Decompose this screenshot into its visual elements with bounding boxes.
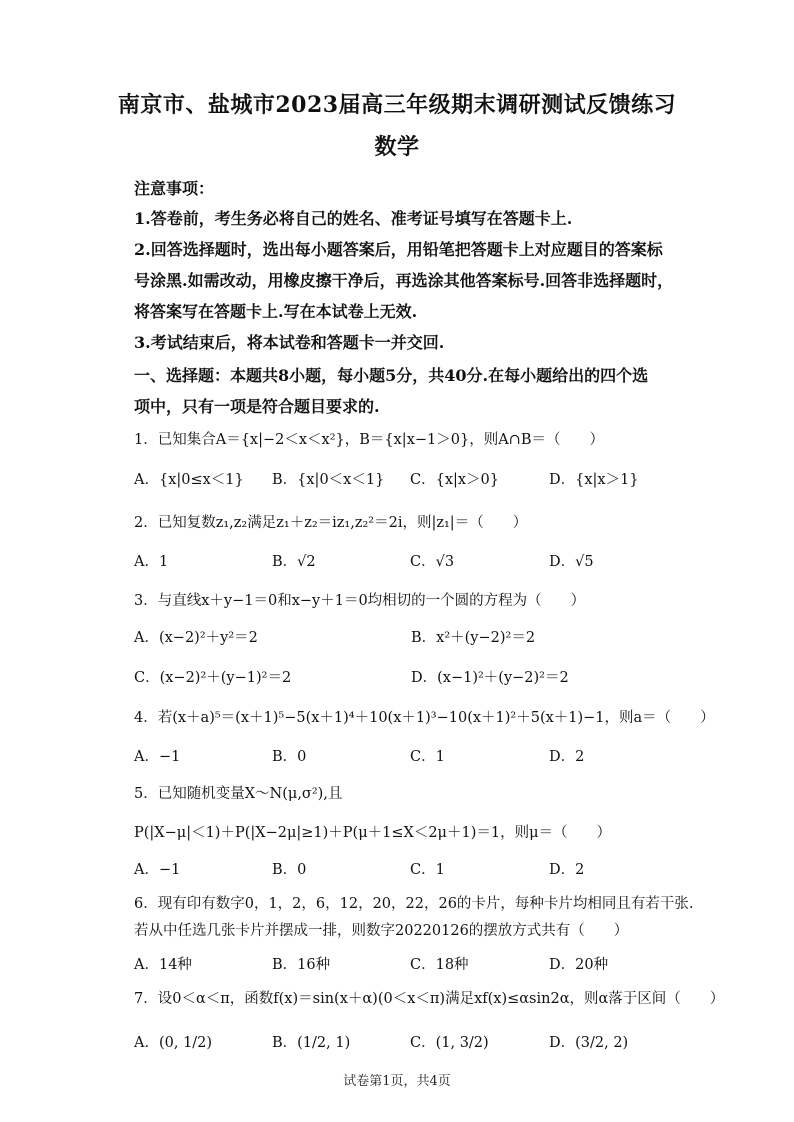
- q5-option-d: D．2: [549, 862, 585, 878]
- q6-option-d: D．20种: [549, 957, 609, 973]
- notice-heading: 注意事项：: [134, 179, 215, 198]
- notice-item: 2.回答选择题时，选出每小题答案后，用铅笔把答题卡上对应题目的答案标: [134, 240, 663, 259]
- q7-option-b: B．(1/2, 1): [272, 1035, 351, 1051]
- q6-option-b: B．16种: [272, 957, 331, 973]
- q6-option-a: A．14种: [134, 957, 192, 973]
- q6-option-c: C．18种: [410, 957, 469, 973]
- question-5-stem: 5．已知随机变量X～N(μ,σ²),且: [134, 786, 343, 802]
- section-heading: 一、选择题：本题共8小题，每小题5分，共40分.在每小题给出的四个选: [134, 366, 649, 385]
- section-heading-cont: 项中，只有一项是符合题目要求的.: [134, 397, 380, 416]
- q3-option-c: C．(x−2)²＋(y−1)²＝2: [134, 670, 292, 686]
- q5-option-b: B．0: [272, 862, 307, 878]
- q2-option-b: B．√2: [272, 554, 316, 570]
- notice-item: 将答案写在答题卡上.写在本试卷上无效.: [134, 302, 418, 321]
- question-3-stem: 3．与直线x＋y−1＝0和x−y＋1＝0均相切的一个圆的方程为（ ）: [134, 593, 586, 609]
- question-1-stem: 1．已知集合A＝{x|−2＜x＜x²}，B＝{x|x−1＞0}，则A∩B＝（ ）: [134, 432, 604, 448]
- question-7-stem: 7．设0＜α＜π，函数f(x)＝sin(x＋α)(0＜x＜π)满足xf(x)≤αsin2α，则α落于区间（ ）: [134, 991, 725, 1007]
- q2-option-a: A．1: [134, 554, 169, 570]
- q7-option-d: D．(3/2, 2): [549, 1035, 629, 1051]
- q7-option-c: C．(1, 3/2): [410, 1035, 489, 1051]
- q1-option-d: D．{x|x＞1}: [549, 472, 639, 488]
- q3-option-d: D．(x−1)²＋(y−2)²＝2: [411, 670, 569, 686]
- q4-option-a: A．−1: [134, 749, 181, 765]
- exam-subject: 数学: [374, 134, 420, 160]
- q2-option-c: C．√3: [410, 554, 455, 570]
- q4-option-b: B．0: [272, 749, 307, 765]
- q1-option-b: B．{x|0＜x＜1}: [272, 472, 385, 488]
- q4-option-d: D．2: [549, 749, 585, 765]
- question-5-stem-formula: P(|X−μ|＜1)＋P(|X−2μ|≥1)＋P(μ＋1≤X＜2μ＋1)＝1，则μ＝（ ）: [134, 825, 612, 841]
- q3-option-b: B．x²＋(y−2)²＝2: [411, 630, 536, 646]
- q5-option-c: C．1: [410, 862, 445, 878]
- page-footer: 试卷第1页，共4页: [343, 1074, 451, 1089]
- q1-option-c: C．{x|x＞0}: [410, 472, 500, 488]
- q5-option-a: A．−1: [134, 862, 181, 878]
- q3-option-a: A．(x−2)²＋y²＝2: [134, 630, 258, 646]
- exam-title: 南京市、盐城市2023届高三年级期末调研测试反馈练习: [117, 92, 677, 118]
- notice-item: 3.考试结束后，将本试卷和答题卡一并交回.: [134, 333, 445, 352]
- notice-item: 号涂黑.如需改动，用橡皮擦干净后，再选涂其他答案标号.回答非选择题时，: [134, 271, 674, 290]
- notice-item: 1.答卷前，考生务必将自己的姓名、准考证号填写在答题卡上.: [134, 209, 573, 228]
- question-2-stem: 2．已知复数z₁,z₂满足z₁＋z₂＝iz₁,z₂²＝2i，则|z₁|＝（ ）: [134, 515, 528, 531]
- q1-option-a: A．{x|0≤x＜1}: [134, 472, 244, 488]
- q2-option-d: D．√5: [549, 554, 594, 570]
- question-4-stem: 4．若(x＋a)⁵＝(x＋1)⁵−5(x＋1)⁴＋10(x＋1)³−10(x＋1)²＋5(x＋1)−1，则a＝（ ）: [134, 710, 715, 726]
- q4-option-c: C．1: [410, 749, 445, 765]
- question-6-stem-cont: 若从中任选几张卡片并摆成一排，则数字20220126的摆放方式共有（ ）: [134, 923, 629, 939]
- q7-option-a: A．(0, 1/2): [134, 1035, 213, 1051]
- question-6-stem: 6．现有印有数字0，1，2，6，12，20，22，26的卡片，每种卡片均相同且有若干张.: [134, 896, 694, 912]
